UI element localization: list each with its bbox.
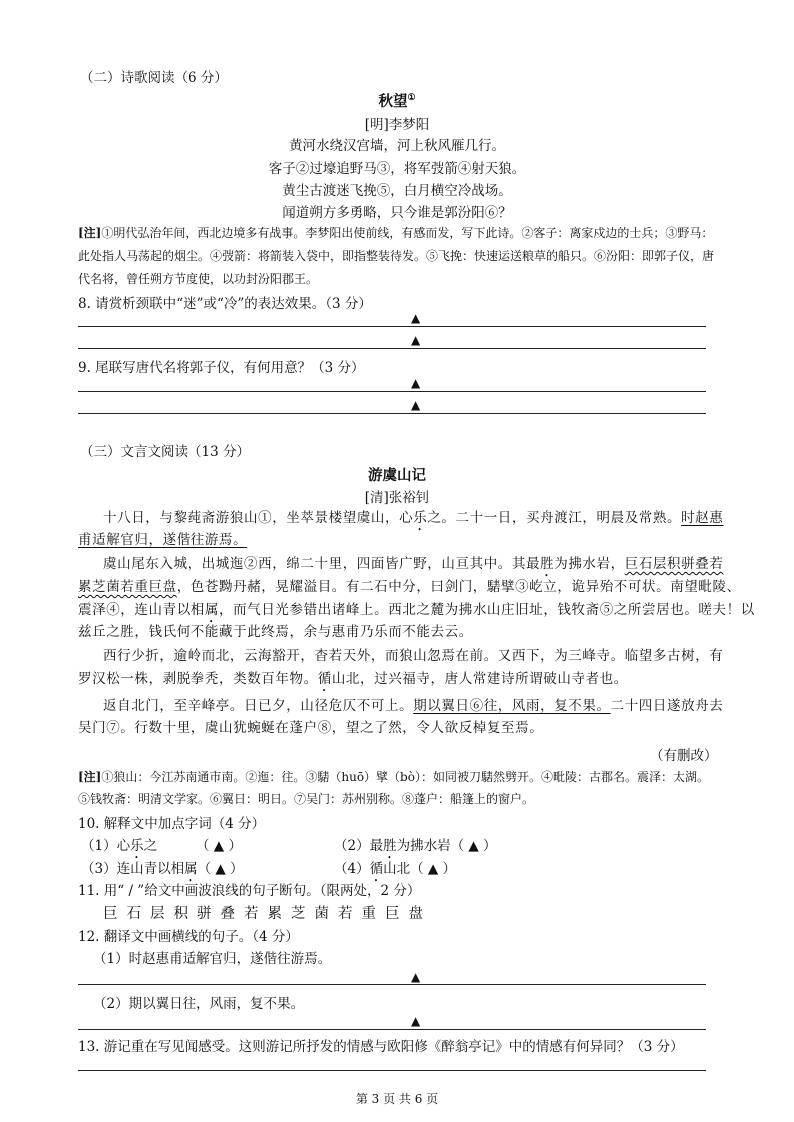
underlined-sentence: 甫适解官归，遂偕往游焉。 xyxy=(78,532,248,548)
prose-line: 罗汉松一株，剥脱拳秃，类数百年物。循山北，过兴福寺，唐人常建诗所谓破山寺者也。 xyxy=(78,671,628,687)
prose-line: 虞山尾东入城，出城迤②西，绵二十里，四面皆广野，山亘其中。其最胜为拂水岩，巨石层积骈叠若 xyxy=(103,556,724,572)
dotted-char: 乐 xyxy=(413,510,428,526)
question-11: 11. 用“ / ”给文中画波浪线的句子断句。（限两处，2 分） xyxy=(78,883,421,899)
poem-line: 黄尘古渡迷飞挽⑤，白月横空冷战场。 xyxy=(282,183,512,199)
answer-line[interactable] xyxy=(78,1070,706,1071)
question-9: 9. 尾联写唐代名将郭子仪，有何用意？（3 分） xyxy=(78,360,365,376)
q10-blank[interactable]: （ ▲ ） xyxy=(196,838,242,854)
prose-note: ⑤钱牧斋：明清文学家。⑥翼日：明日。⑦吴门：苏州别称。⑧蓬户：船篷上的窗户。 xyxy=(78,792,535,806)
poem-note: [注]①明代弘治年间，西北边境多有战事。李梦阳出使前线，有感而发，写下此诗。②客子：离家戍边的士兵；③野马： xyxy=(78,226,714,240)
answer-line[interactable] xyxy=(78,391,706,392)
page-footer: 第 3 页 共 6 页 xyxy=(355,1092,439,1106)
prose-line: 西行少折，逾岭而北，云海豁开，杳若天外，而狼山忽焉在前。又西下，为三峰寺。临望多古树，有 xyxy=(103,648,724,664)
dotted-char: 属 xyxy=(204,602,220,618)
question-8: 8. 请赏析颈联中“迷”或“冷”的表达效果。（3 分） xyxy=(78,296,372,312)
edit-note: （有删改） xyxy=(650,748,718,764)
dotted-char: 乐 xyxy=(130,838,144,854)
poem-note: 此处指人马荡起的烟尘。④弢箭：将箭装入袋中，即指整装待发。⑤飞挽：快速运送粮草的船只。⑥汾阳：即郭子仪，唐 xyxy=(78,249,715,263)
underlined-sentence: 期以翼日⑥往，风雨，复不果。 xyxy=(413,698,611,714)
prose-line: 震泽④，连山青以相属，而气日光参错出诸峰上。西北之麓为拂水山庄旧址，钱牧斋⑤之所尝居也。嗟夫！以 xyxy=(78,602,755,618)
prose-note: [注]①狼山：今江苏南通市南。②迤：往。③騞（huō）擘（bò）：如同被刀騞然劈开。④毗陵：古郡名。震泽：太湖。 xyxy=(78,770,709,784)
poem-line: 黄河水绕汉宫墙，河上秋风雁几行。 xyxy=(289,138,505,154)
dotted-char: 循 xyxy=(369,861,384,877)
answer-line[interactable] xyxy=(78,348,706,349)
q11-sentence[interactable]: 巨石层积骈叠若累芝菌若重巨盘 xyxy=(103,906,432,922)
dotted-char: 胜 xyxy=(383,838,397,854)
dotted-char: 胜 xyxy=(540,556,555,572)
poem-line: 客子②过壕追野马③，将军弢箭④射天狼。 xyxy=(268,161,526,177)
prose-line: 十八日，与黎莼斋游狼山①，坐萃景楼望虞山，心乐之。二十一日，买舟渡江，明晨及常熟。时赵惠 xyxy=(103,510,724,526)
question-12: 12. 翻译文中画横线的句子。（4 分） xyxy=(78,929,299,945)
answer-line[interactable] xyxy=(78,984,706,985)
dotted-char: 循 xyxy=(317,671,332,687)
q10-blank[interactable]: （ ▲ ） xyxy=(197,861,244,877)
answer-mark: ▲ xyxy=(411,398,421,412)
question-10: 10. 解释文中加点字词（4 分） xyxy=(78,816,266,832)
answer-mark: ▲ xyxy=(411,970,421,984)
prose-author: [清]张裕钊 xyxy=(364,490,430,506)
answer-mark: ▲ xyxy=(411,1014,421,1028)
prose-line xyxy=(78,528,247,548)
underlined-sentence: 时赵惠 xyxy=(681,510,724,526)
dotted-char: 属 xyxy=(184,861,198,877)
section-heading-classical: （三）文言文阅读（13 分） xyxy=(80,444,250,460)
q10-blank[interactable]: （ ▲ ） xyxy=(450,838,497,854)
prose-title: 游虞山记 xyxy=(368,467,426,484)
q10-item: （4）循山北（ ▲ ） xyxy=(334,861,457,877)
poem-note: 代名将，曾任朔方节度使，以功封汾阳郡王。 xyxy=(78,272,319,286)
answer-line[interactable] xyxy=(78,1029,706,1030)
prose-line: 返自北门，至辛峰亭。日已夕，山径危仄不可上。期以翼日⑥往，风雨，复不果。二十四日遂放舟去 xyxy=(103,698,724,714)
section-heading-poetry: （二）诗歌阅读（6 分） xyxy=(80,70,228,86)
answer-line[interactable] xyxy=(78,413,706,414)
q10-item: （3）连山青以相属（ ▲ ） xyxy=(81,861,244,877)
poem-title: 秋望① xyxy=(378,93,416,110)
wavy-sentence: 累芝菌若重巨盘 xyxy=(78,579,177,595)
question-13: 13. 游记重在写见闻感受。这则游记所抒发的情感与欧阳修《醉翁亭记》中的情感有何异同？（3 分） xyxy=(78,1039,684,1055)
poem-line: 闻道朔方多勇略，只今谁是郭汾阳⑥？ xyxy=(282,205,512,221)
prose-line: 兹丘之胜，钱氏何不能藏于此终焉，余与惠甫乃乐而不能去云。 xyxy=(78,624,473,640)
q12-sentence-1: （1）时赵惠甫适解官归，遂偕往游焉。 xyxy=(93,951,332,967)
footnote-mark: ① xyxy=(407,93,416,104)
prose-line: 吴门⑦。行数十里，虞山犹蜿蜒在蓬户⑧，望之了然，令人欲反棹复至焉。 xyxy=(78,720,544,736)
q12-sentence-2: （2）期以翼日往，风雨，复不果。 xyxy=(93,996,305,1012)
answer-mark: ▲ xyxy=(411,311,421,325)
answer-mark: ▲ xyxy=(411,376,421,390)
q10-item: （2）最胜为拂水岩（ ▲ ） xyxy=(334,838,497,854)
prose-line: 累芝菌若重巨盘，色苍黝丹赭，晃耀溢目。有二石中分，曰剑门，騞擘③屹立，诡异殆不可状。南望毗陵、 xyxy=(78,579,741,595)
q10-blank[interactable]: （ ▲ ） xyxy=(410,861,457,877)
answer-mark: ▲ xyxy=(411,333,421,347)
q10-item: （1）心乐之 xyxy=(81,838,158,854)
poem-author: [明]李梦阳 xyxy=(364,117,430,133)
answer-line[interactable] xyxy=(78,326,706,327)
wavy-sentence: 巨石层积骈叠若 xyxy=(624,556,724,572)
